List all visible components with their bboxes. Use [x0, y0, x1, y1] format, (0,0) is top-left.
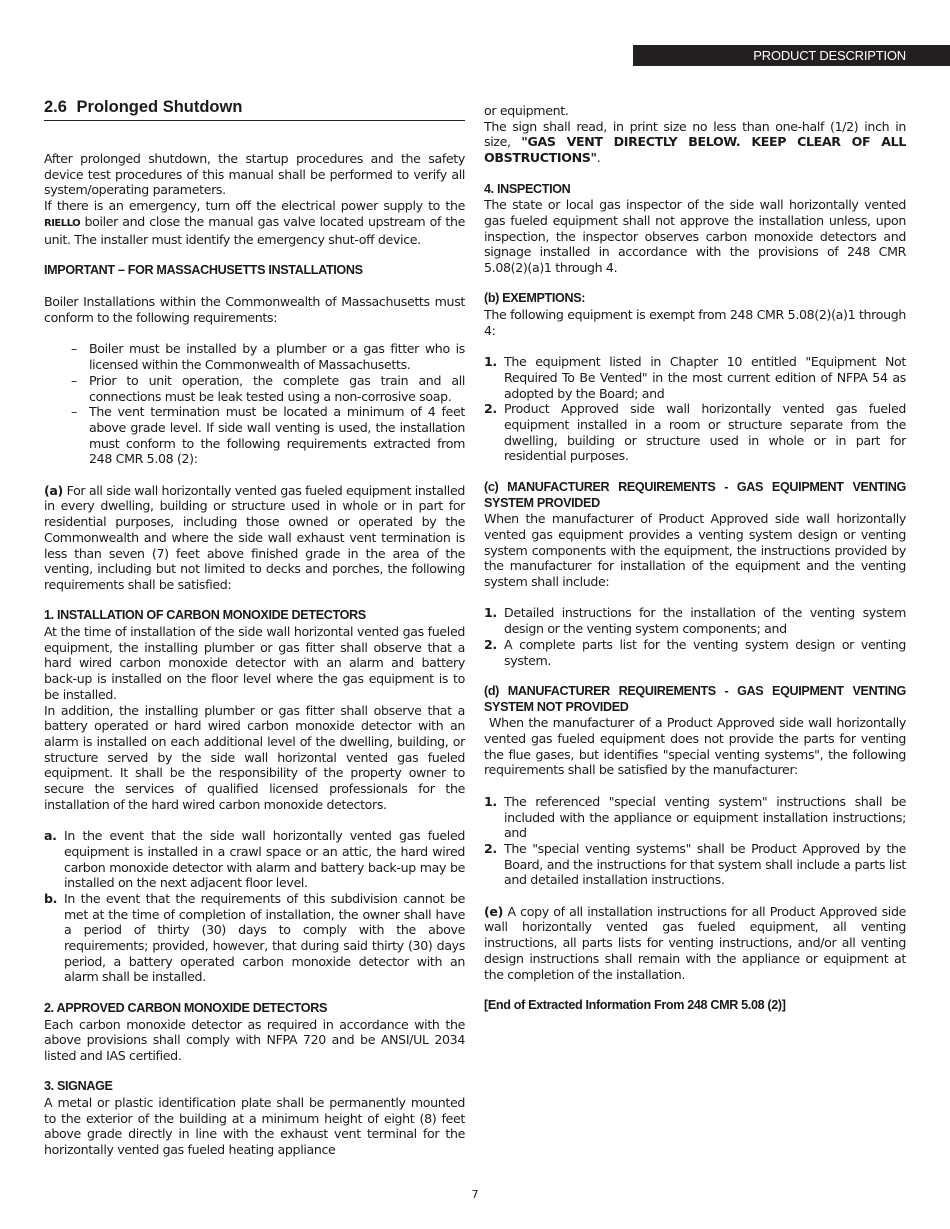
manufacturer-provided-heading: (c) MANUFACTURER REQUIREMENTS - GAS EQUIPMENT VENTING SYSTEM PROVIDED — [484, 479, 906, 510]
manufacturer-not-provided-list — [484, 794, 906, 888]
list-item-text: In the event that the requirements of this subdivision cannot be met at the time of completion of installation, the owner shall have a period of thirty (30) days to comply with the above requirements; provided, however, that during said thirty (30) days period, a battery operated carbon monoxide detector with an alarm shall be installed. — [64, 890, 465, 985]
paragraph-e-label: (e) — [484, 903, 504, 919]
massachusetts-requirements-list — [44, 341, 465, 467]
signage-text-continued: or equipment. — [484, 103, 569, 118]
list-item-text: The referenced "special venting system" instructions shall be included with the appliance or equipment installation instructions; and — [504, 793, 906, 841]
manufacturer-not-provided-text: When the manufacturer of a Product Approved side wall horizontally vented gas fueled equipment does not provide the parts for venting the flue gases, but identifies "special venting systems", the following requirements shall be satisfied by the manufacturer: — [484, 715, 906, 778]
exemptions-intro: The following equipment is exempt from 248 CMR 5.08(2)(a)1 through 4: — [484, 307, 906, 338]
list-marker: b. — [44, 890, 58, 906]
list-item — [484, 401, 906, 464]
approved-detectors-text: Each carbon monoxide detector as required in accordance with the above provisions shall comply with NFPA 720 and be ANSI/UL 2034 listed and IAS certified. — [44, 1016, 465, 1063]
signage-heading: 3. SIGNAGE — [44, 1079, 113, 1094]
list-item-text: In the event that the side wall horizontally vented gas fueled equipment is installed in a crawl space or an attic, the hard wired carbon monoxide detector with alarm and battery back-up may be installed on the next adjacent floor level. — [64, 828, 465, 891]
installation-paragraph-2: In addition, the installing plumber or gas fitter shall observe that a battery operated or hard wired carbon monoxide detector with an alarm is installed on each additional level of the dwelling, building, or structure served by the side wall horizontal vented gas fueled equipment. It shall be the responsibility of the property owner to secure the services of qualified licensed professionals for the installation of the hard wired carbon monoxide detectors. — [44, 702, 465, 812]
list-item — [484, 354, 906, 401]
inspection-heading: 4. INSPECTION — [484, 181, 571, 196]
list-item-text: The "special venting systems" shall be Product Approved by the Board, and the instructions for that system shall include a parts list and detailed installation instructions. — [504, 840, 906, 888]
manufacturer-not-provided-heading: (d) MANUFACTURER REQUIREMENTS - GAS EQUIPMENT VENTING SYSTEM NOT PROVIDED — [484, 683, 906, 714]
list-item — [484, 605, 906, 637]
list-item — [484, 840, 906, 888]
list-item: – Boiler must be installed by a plumber or a gas fitter who is licensed within the Commonwealth of Massachusetts. — [89, 341, 465, 372]
page-number: 7 — [471, 1188, 479, 1201]
section-header-label: PRODUCT DESCRIPTION — [753, 48, 906, 63]
list-marker: 1. — [484, 354, 497, 370]
brand-logo: RIELLO — [44, 217, 81, 229]
massachusetts-heading: IMPORTANT – FOR MASSACHUSETTS INSTALLATIONS — [44, 262, 363, 277]
section-title-text: Prolonged Shutdown — [76, 98, 243, 116]
list-marker: 2. — [484, 840, 497, 856]
manufacturer-provided-list — [484, 605, 906, 668]
manufacturer-provided-text: When the manufacturer of Product Approved side wall horizontally vented gas equipment provides a venting system design or venting system components with the equipment, the instructions provided by the manufacturer for installation of the equipment and the venting system shall include: — [484, 511, 906, 590]
paragraph-e — [484, 904, 906, 983]
emergency-text-end: boiler and close the manual gas valve located upstream of the unit. The installer must identify the emergency shut-off device. — [44, 213, 465, 247]
installation-list — [44, 828, 465, 985]
list-item-text: The equipment listed in Chapter 10 entitled "Equipment Not Required To Be Vented" in the most current edition of NFPA 54 as adopted by the Board; and — [504, 354, 906, 401]
paragraph-a-label: (a) — [44, 482, 63, 498]
list-item — [484, 793, 906, 841]
list-marker: 1. — [484, 605, 497, 621]
list-item — [484, 636, 906, 668]
paragraph-a — [44, 483, 465, 593]
right-column — [484, 103, 906, 1014]
section-title — [44, 97, 465, 121]
list-item: – Prior to unit operation, the complete gas train and all connections must be leak tested using a non-corrosive soap. — [89, 373, 465, 404]
list-item — [44, 828, 465, 891]
sign-requirement — [484, 119, 906, 166]
list-item-text: Detailed instructions for the installation of the venting system design or the venting system components; and — [504, 605, 906, 637]
section-header-bar — [633, 45, 950, 66]
left-column — [44, 97, 465, 1158]
section-number: 2.6 — [44, 98, 67, 116]
paragraph-a-text: For all side wall horizontally vented gas fueled equipment installed in every dwelling, building or structure used in whole or in part for residential purposes, including those owned or operated by the Commonwealth and where the side wall exhaust vent termination is less than seven (7) feet above finished grade in the area of the venting, including but not limited to decks and porches, the following requirements shall be satisfied: — [44, 482, 465, 592]
list-marker: 2. — [484, 401, 497, 417]
end-note: [End of Extracted Information From 248 CMR 5.08 (2)] — [484, 997, 786, 1012]
list-item-text: Product Approved side wall horizontally vented gas fueled equipment installed in a room or structure separate from the dwelling, building or structure used in whole or in part for residential purposes. — [504, 401, 906, 464]
signage-text: A metal or plastic identification plate shall be permanently mounted to the exterior of the building at a minimum height of eight (8) feet above grade directly in line with the exhaust vent terminal for the horizontally vented gas fueled heating appliance — [44, 1095, 465, 1158]
emergency-paragraph — [44, 198, 465, 247]
exemptions-heading: (b) EXEMPTIONS: — [484, 291, 586, 306]
list-marker: a. — [44, 828, 57, 844]
list-item — [44, 890, 465, 985]
sign-requirement-text: The sign shall read, in print size no less than one-half (1/2) inch in size, — [484, 118, 906, 150]
paragraph-e-text: A copy of all installation instructions for all Product Approved side wall horizontally vented gas fueled equipment, all venting instructions, all parts lists for venting instructions, and/or all venting design instructions shall remain with the appliance or equipment at the completion of the installation. — [484, 903, 906, 982]
sign-requirement-end: . — [596, 150, 601, 166]
list-item-text: A complete parts list for the venting system design or venting system. — [504, 636, 906, 668]
sign-wording: "GAS VENT DIRECTLY BELOW. KEEP CLEAR OF ALL OBSTRUCTIONS" — [484, 134, 906, 166]
emergency-text-start: If there is an emergency, turn off the electrical power supply to the — [44, 198, 465, 214]
exemptions-list — [484, 354, 906, 464]
installation-paragraph-1: At the time of installation of the side wall horizontal vented gas fueled equipment, the installing plumber or gas fitter shall observe that a hard wired carbon monoxide detector with an alarm and battery back-up is installed on the floor level where the gas equipment is to be installed. — [44, 624, 465, 702]
massachusetts-intro: Boiler Installations within the Commonwealth of Massachusetts must conform to the following requirements: — [44, 294, 465, 325]
list-item: – The vent termination must be located a minimum of 4 feet above grade level. If side wall venting is used, the installation must conform to the following requirements extracted from 248 CMR 5.08 (2): — [89, 404, 465, 467]
approved-detectors-heading: 2. APPROVED CARBON MONOXIDE DETECTORS — [44, 1000, 328, 1015]
list-marker: 1. — [484, 793, 497, 809]
intro-paragraph: After prolonged shutdown, the startup procedures and the safety device test procedures of this manual shall be performed to verify all system/operating parameters. — [44, 151, 465, 198]
installation-heading: 1. INSTALLATION OF CARBON MONOXIDE DETECTORS — [44, 608, 366, 623]
list-marker: 2. — [484, 636, 497, 652]
inspection-text: The state or local gas inspector of the side wall horizontally vented gas fueled equipment shall not approve the installation unless, upon inspection, the inspector observes carbon monoxide detectors and signage installed in accordance with the provisions of 248 CMR 5.08(2)(a)1 through 4. — [484, 197, 906, 276]
